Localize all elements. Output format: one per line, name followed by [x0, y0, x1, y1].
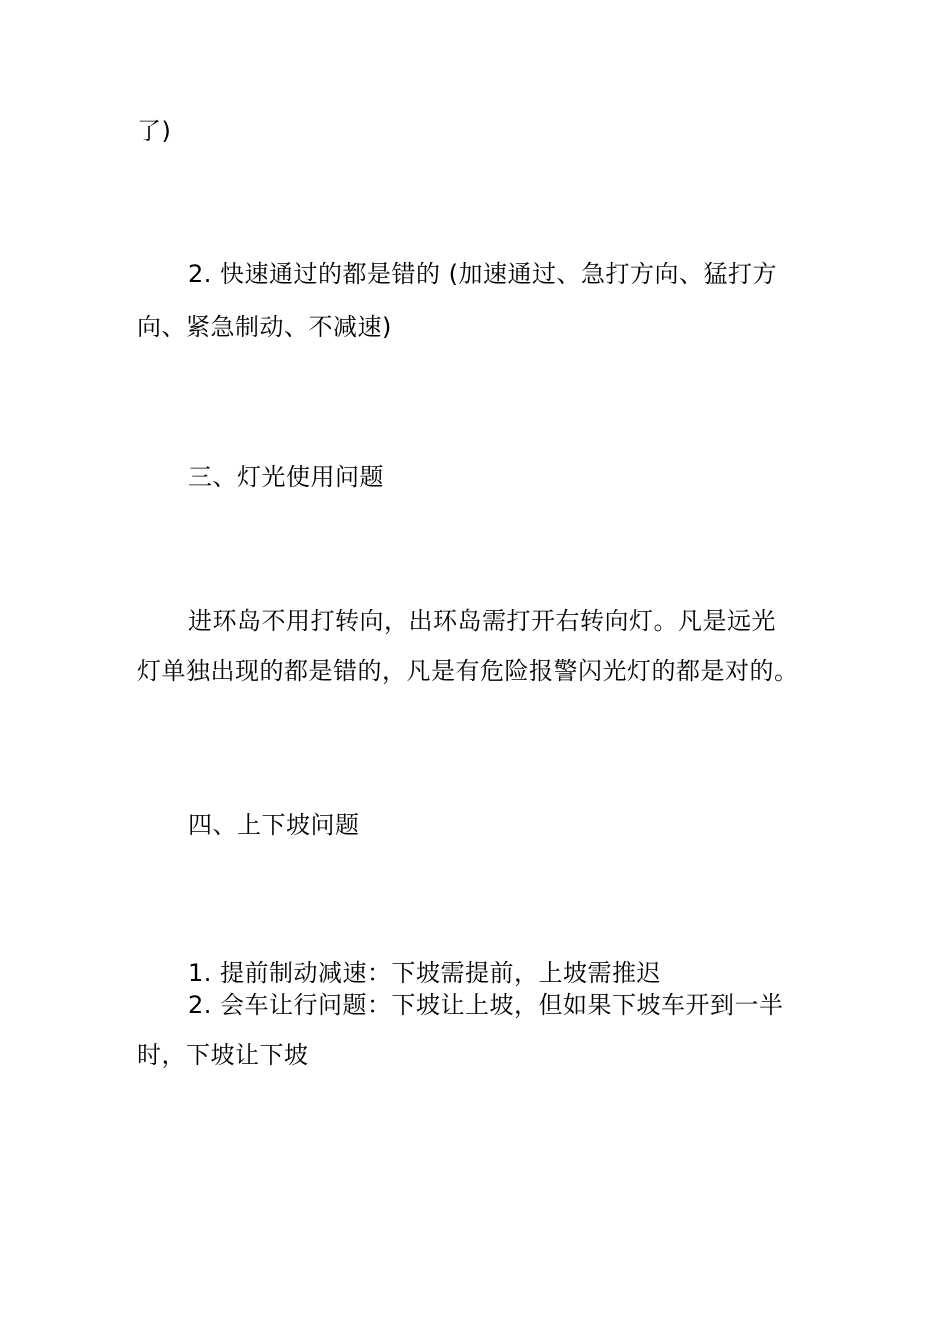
slope-item-2-line-1: 2. 会车让行问题：下坡让上坡，但如果下坡车开到一半 — [188, 991, 784, 1019]
lighting-paragraph-line-1: 进环岛不用打转向，出环岛需打开右转向灯。凡是远光 — [188, 607, 776, 635]
slope-item-1: 1. 提前制动减速：下坡需提前，上坡需推迟 — [188, 959, 662, 987]
section-heading-lighting: 三、灯光使用问题 — [188, 463, 384, 491]
list-item-2-line-2: 向、紧急制动、不减速) — [137, 313, 392, 341]
section-heading-slopes: 四、上下坡问题 — [188, 811, 360, 839]
slope-item-2-line-2: 时，下坡让下坡 — [137, 1041, 309, 1069]
paragraph-continuation-line: 了) — [137, 117, 172, 145]
list-item-2-line-1: 2. 快速通过的都是错的 (加速通过、急打方向、猛打方 — [188, 260, 778, 288]
lighting-paragraph-line-2: 灯单独出现的都是错的，凡是有危险报警闪光灯的都是对的。 — [137, 657, 799, 685]
